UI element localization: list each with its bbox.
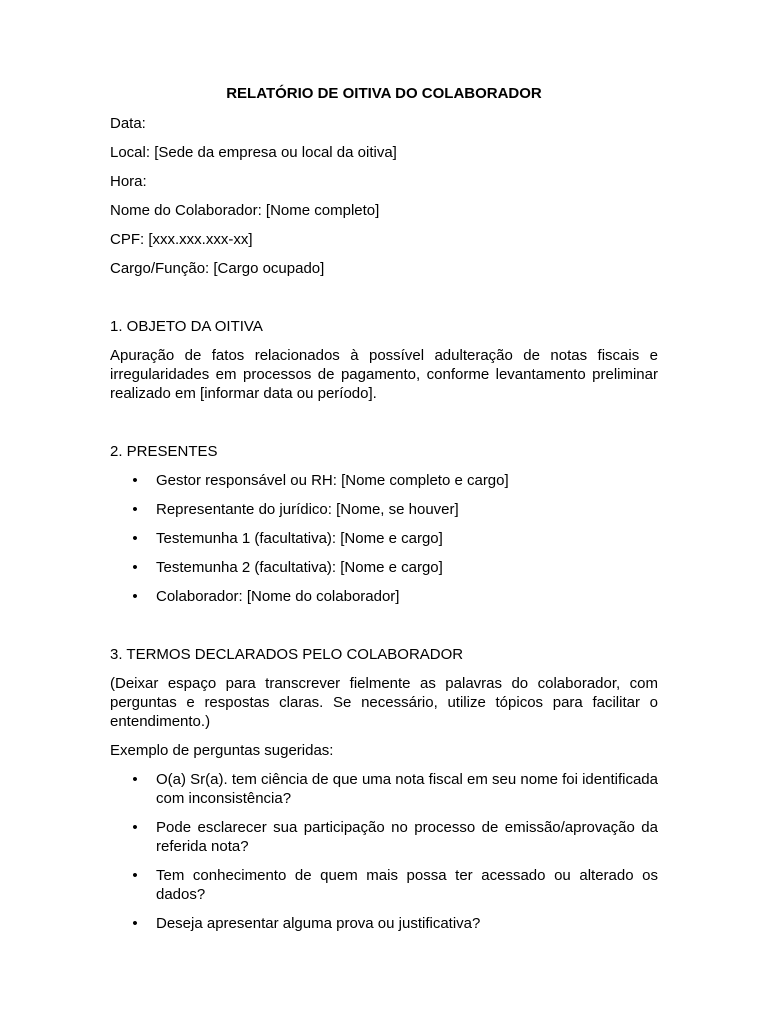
bullet-icon: • [132, 915, 138, 932]
list-item-text: Tem conhecimento de quem mais possa ter acessado ou alterado os dados? [156, 867, 658, 903]
spacer [110, 616, 658, 645]
list-item [110, 471, 658, 490]
list-item [110, 529, 658, 548]
questions-list [110, 770, 658, 933]
field-cpf: CPF: [xxx.xxx.xxx-xx] [110, 231, 253, 248]
bullet-icon: • [132, 530, 138, 547]
list-item-text: Pode esclarecer sua participação no processo de emissão/aprovação da referida nota? [156, 819, 658, 855]
list-item [110, 500, 658, 519]
list-item-text: O(a) Sr(a). tem ciência de que uma nota fiscal em seu nome foi identificada com inconsistência? [156, 771, 658, 807]
bullet-icon: • [132, 559, 138, 576]
spacer [110, 288, 658, 317]
bullet-icon: • [132, 771, 138, 788]
field-date: Data: [110, 115, 146, 132]
section-2-heading: 2. PRESENTES [110, 443, 218, 460]
list-item-text: Deseja apresentar alguma prova ou justificativa? [156, 915, 481, 932]
list-item-text: Colaborador: [Nome do colaborador] [156, 588, 400, 605]
list-item [110, 866, 658, 904]
list-item [110, 587, 658, 606]
section-1-text: Apuração de fatos relacionados à possível adulteração de notas fiscais e irregularidades em processos de pagamento, conforme levantamento preliminar realizado em [informar data ou período]. [110, 347, 658, 402]
bullet-icon: • [132, 472, 138, 489]
section-1-heading: 1. OBJETO DA OITIVA [110, 318, 263, 335]
document-page [110, 84, 658, 943]
list-item-text: Representante do jurídico: [Nome, se houver] [156, 501, 459, 518]
field-location: Local: [Sede da empresa ou local da oitiva] [110, 144, 397, 161]
list-item [110, 818, 658, 856]
list-item-text: Testemunha 2 (facultativa): [Nome e cargo] [156, 559, 443, 576]
bullet-icon: • [132, 867, 138, 884]
list-item [110, 770, 658, 808]
examples-intro: Exemplo de perguntas sugeridas: [110, 742, 334, 759]
list-item-text: Gestor responsável ou RH: [Nome completo e cargo] [156, 472, 509, 489]
list-item [110, 914, 658, 933]
attendees-list [110, 471, 658, 606]
bullet-icon: • [132, 588, 138, 605]
spacer [110, 413, 658, 442]
field-employee-name: Nome do Colaborador: [Nome completo] [110, 202, 380, 219]
list-item-text: Testemunha 1 (facultativa): [Nome e cargo] [156, 530, 443, 547]
field-role: Cargo/Função: [Cargo ocupado] [110, 260, 325, 277]
section-3-text: (Deixar espaço para transcrever fielmente as palavras do colaborador, com perguntas e respostas claras. Se necessário, utilize tópicos para facilitar o entendimento.) [110, 675, 658, 730]
list-item [110, 558, 658, 577]
section-3-heading: 3. TERMOS DECLARADOS PELO COLABORADOR [110, 646, 464, 663]
document-title: RELATÓRIO DE OITIVA DO COLABORADOR [226, 85, 542, 102]
bullet-icon: • [132, 501, 138, 518]
bullet-icon: • [132, 819, 138, 836]
field-time: Hora: [110, 173, 147, 190]
